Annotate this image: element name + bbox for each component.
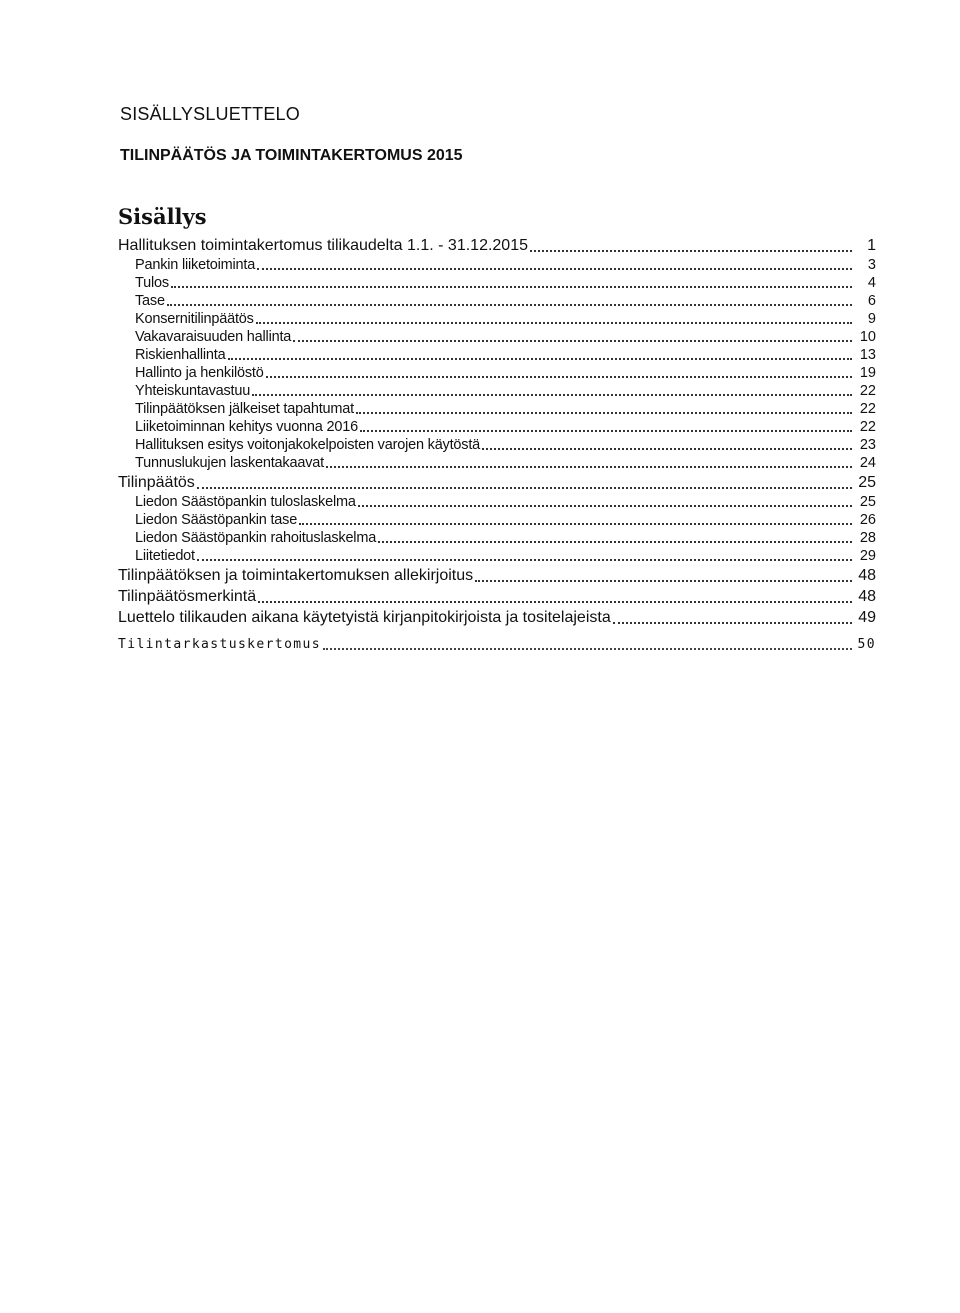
toc-leader-dots <box>299 523 852 525</box>
toc-leader-dots <box>358 505 852 507</box>
toc-entry[interactable] <box>118 235 876 256</box>
toc-entry-label: Tilinpäätösmerkintä <box>118 588 257 605</box>
toc-entry[interactable] <box>118 256 876 274</box>
toc-entry[interactable] <box>118 436 876 454</box>
toc-entry-page-number: 48 <box>858 588 876 605</box>
toc-entry[interactable] <box>118 274 876 292</box>
toc-entry-page-number: 1 <box>867 237 876 254</box>
toc-entry-label: Riskienhallinta <box>135 347 226 363</box>
toc-entry-label: Tilinpäätöksen ja toimintakertomuksen allekirjoitus <box>118 567 474 584</box>
toc-leader-dots <box>613 622 852 624</box>
toc-entry-page-number: 48 <box>858 567 876 584</box>
toc-leader-dots <box>356 412 852 414</box>
toc-entry-label: Liitetiedot <box>135 548 195 564</box>
toc-leader-dots <box>171 286 852 288</box>
table-of-contents <box>118 235 876 656</box>
document-subheading: TILINPÄÄTÖS JA TOIMINTAKERTOMUS 2015 <box>120 147 463 164</box>
toc-entry-page-number: 3 <box>867 257 876 273</box>
toc-entry[interactable] <box>118 346 876 364</box>
toc-entry-page-number: 26 <box>859 512 876 528</box>
toc-leader-dots <box>228 358 853 360</box>
toc-entry-label: Liedon Säästöpankin tuloslaskelma <box>135 494 356 510</box>
toc-entry[interactable] <box>118 634 876 656</box>
toc-entry-label: Hallinto ja henkilöstö <box>135 365 264 381</box>
toc-leader-dots <box>252 394 852 396</box>
toc-leader-dots <box>326 466 852 468</box>
toc-entry-label: Yhteiskuntavastuu <box>135 383 251 399</box>
toc-entry[interactable] <box>118 586 876 607</box>
toc-leader-dots <box>482 448 852 450</box>
toc-leader-dots <box>197 487 852 489</box>
toc-entry[interactable] <box>118 418 876 436</box>
toc-leader-dots <box>360 430 852 432</box>
toc-entry-page-number: 49 <box>858 609 876 626</box>
toc-entry[interactable] <box>118 400 876 418</box>
toc-leader-dots <box>257 268 852 270</box>
toc-entry[interactable] <box>118 328 876 346</box>
toc-entry-label: Tilinpäätös <box>118 474 195 491</box>
toc-leader-dots <box>256 322 852 324</box>
toc-entry-label: Luettelo tilikauden aikana käytetyistä kirjanpitokirjoista ja tositelajeista <box>118 609 611 626</box>
toc-entry-label: Hallituksen toimintakertomus tilikaudelta 1.1. - 31.12.2015 <box>118 237 528 254</box>
toc-entry-page-number: 28 <box>859 530 876 546</box>
toc-entry[interactable] <box>118 364 876 382</box>
toc-entry[interactable] <box>118 565 876 586</box>
toc-entry[interactable] <box>118 310 876 328</box>
toc-entry[interactable] <box>118 511 876 529</box>
toc-entry-label: Konsernitilinpäätös <box>135 311 254 327</box>
toc-entry-page-number: 50 <box>857 637 876 652</box>
toc-entry-page-number: 29 <box>859 548 876 564</box>
toc-entry-label: Tilintarkastuskertomus <box>118 637 321 652</box>
toc-entry-label: Hallituksen esitys voitonjakokelpoisten varojen käytöstä <box>135 437 481 453</box>
toc-entry-page-number: 13 <box>859 347 876 363</box>
toc-leader-dots <box>378 541 852 543</box>
toc-entry[interactable] <box>118 493 876 511</box>
toc-entry-label: Liedon Säästöpankin rahoituslaskelma <box>135 530 377 546</box>
toc-entry-page-number: 10 <box>859 329 876 345</box>
toc-leader-dots <box>323 648 852 650</box>
toc-entry-page-number: 22 <box>859 401 876 417</box>
toc-entry-label: Liiketoiminnan kehitys vuonna 2016 <box>135 419 358 435</box>
toc-entry-page-number: 25 <box>858 474 876 491</box>
toc-entry-page-number: 24 <box>859 455 876 471</box>
toc-entry-page-number: 19 <box>859 365 876 381</box>
toc-entry-label: Tilinpäätöksen jälkeiset tapahtumat <box>135 401 354 417</box>
toc-entry-page-number: 25 <box>859 494 876 510</box>
toc-entry[interactable] <box>118 292 876 310</box>
toc-entry-page-number: 4 <box>867 275 876 291</box>
toc-leader-dots <box>167 304 852 306</box>
toc-leader-dots <box>475 580 852 582</box>
toc-entry[interactable] <box>118 607 876 628</box>
toc-entry[interactable] <box>118 382 876 400</box>
toc-leader-dots <box>197 559 852 561</box>
toc-entry-label: Pankin liiketoiminta <box>135 257 256 273</box>
toc-leader-dots <box>266 376 852 378</box>
toc-entry[interactable] <box>118 454 876 472</box>
toc-entry-label: Tase <box>135 293 165 309</box>
toc-entry-page-number: 22 <box>859 383 876 399</box>
toc-entry-page-number: 6 <box>867 293 876 309</box>
toc-entry-page-number: 23 <box>859 437 876 453</box>
toc-title: Sisällys <box>118 204 207 229</box>
toc-entry[interactable] <box>118 529 876 547</box>
toc-leader-dots <box>258 601 852 603</box>
toc-entry[interactable] <box>118 472 876 493</box>
toc-leader-dots <box>530 250 852 252</box>
toc-entry-page-number: 9 <box>867 311 876 327</box>
document-heading: SISÄLLYSLUETTELO <box>120 104 300 124</box>
toc-entry-label: Liedon Säästöpankin tase <box>135 512 298 528</box>
toc-leader-dots <box>293 340 852 342</box>
toc-entry-page-number: 22 <box>859 419 876 435</box>
toc-entry-label: Vakavaraisuuden hallinta <box>135 329 292 345</box>
toc-entry-label: Tulos <box>135 275 169 291</box>
toc-entry[interactable] <box>118 547 876 565</box>
toc-entry-label: Tunnuslukujen laskentakaavat <box>135 455 324 471</box>
